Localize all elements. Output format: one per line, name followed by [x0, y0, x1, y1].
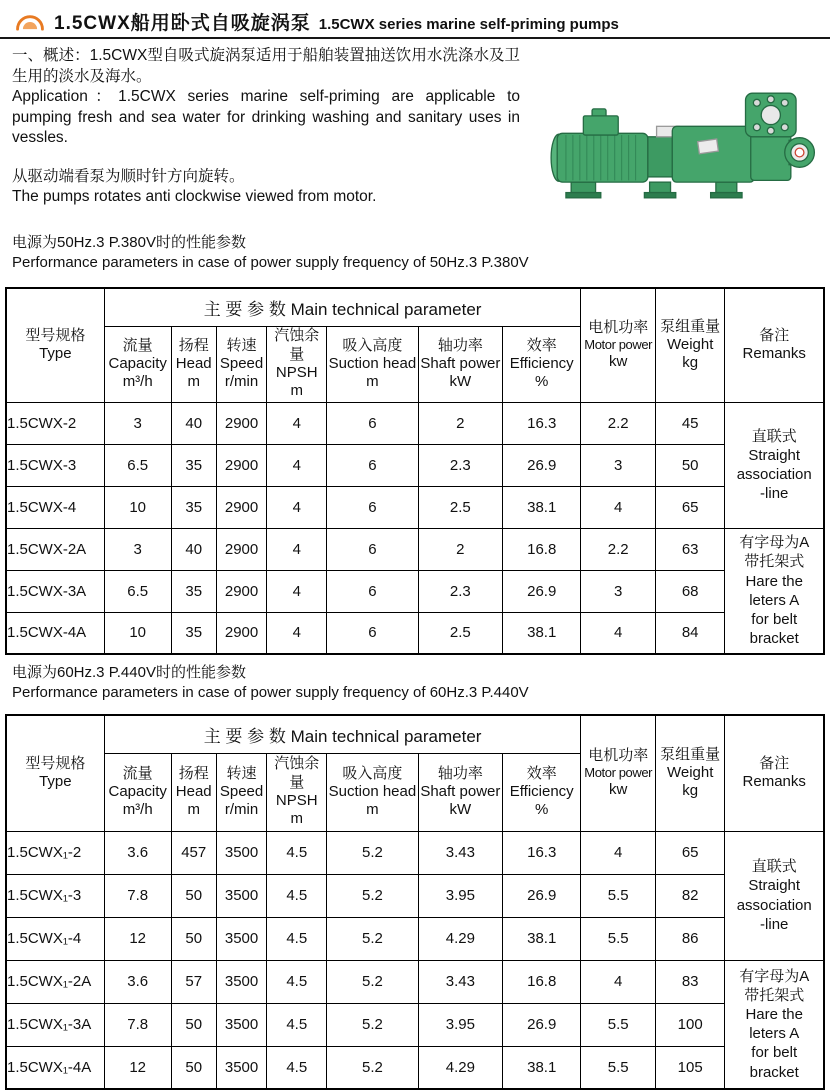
value-cell: 4.29 [418, 1046, 502, 1089]
remarks-line: -line [760, 915, 789, 933]
page-title-en: 1.5CWX series marine self-priming pumps [318, 16, 619, 33]
value-cell: 5.5 [581, 1046, 655, 1089]
table-row [6, 917, 824, 960]
main-parameter-header: 主 要 参 数 Main technical parameter [104, 715, 581, 753]
value-cell: 4.29 [418, 917, 502, 960]
remarks-cell [725, 831, 824, 960]
table-row [6, 528, 824, 570]
value-cell: 2.5 [418, 612, 502, 654]
remarks-line: 有字母为A [739, 967, 810, 985]
col-header-efficiency: 效率 Efficiency % [502, 753, 581, 831]
value-cell: 3500 [216, 917, 267, 960]
value-cell: 2.3 [418, 444, 502, 486]
value-cell: 45 [655, 402, 725, 444]
motor-unit: kw [609, 353, 628, 371]
value-cell: 50 [171, 1003, 216, 1046]
rotation-en: The pumps rotates anti clockwise viewed from motor. [12, 188, 377, 206]
value-cell: 4.5 [267, 1003, 327, 1046]
col-header-npsh: 汽蚀余量 NPSH m [267, 753, 327, 831]
value-cell: 50 [171, 917, 216, 960]
value-cell: 3 [581, 570, 655, 612]
remarks-line: for belt [751, 610, 798, 628]
table-row [6, 612, 824, 654]
pump-type: 1.5CWX₁-3A [6, 1003, 104, 1046]
value-cell: 100 [655, 1003, 725, 1046]
motor-zh: 电机功率 [588, 319, 649, 337]
value-cell: 7.8 [104, 874, 171, 917]
value-cell: 40 [171, 402, 216, 444]
remarks-line: Straight [748, 877, 801, 895]
remarks-line: -line [760, 485, 789, 503]
value-cell: 4 [581, 486, 655, 528]
col-header-type-zh: 型号规格 [25, 326, 86, 344]
value-cell: 4 [581, 831, 655, 874]
value-cell: 5.5 [581, 874, 655, 917]
remarks-cell [725, 528, 824, 654]
section-60hz-label [12, 663, 529, 704]
value-cell: 5.2 [327, 960, 419, 1003]
section-50hz-zh: 电源为50Hz.3 P.380V时的性能参数 [12, 234, 246, 251]
value-cell: 6 [327, 444, 419, 486]
value-cell: 6 [327, 570, 419, 612]
table-row [6, 874, 824, 917]
value-cell: 10 [104, 612, 171, 654]
performance-table-50hz [5, 287, 825, 655]
value-cell: 3500 [216, 1003, 267, 1046]
value-cell: 5.5 [581, 917, 655, 960]
col-header-suction-head: 吸入高度 Suction head m [327, 326, 419, 402]
remarks-line: leters A [749, 591, 800, 609]
value-cell: 4 [581, 960, 655, 1003]
pump-type: 1.5CWX₁-4A [6, 1046, 104, 1089]
col-header-efficiency: 效率 Efficiency % [502, 326, 581, 402]
value-cell: 3.43 [418, 831, 502, 874]
value-cell: 7.8 [104, 1003, 171, 1046]
col-header-weight [655, 288, 725, 402]
value-cell: 38.1 [502, 917, 581, 960]
remarks-line: leters A [749, 1025, 800, 1043]
value-cell: 4 [581, 612, 655, 654]
col-header-npsh: 汽蚀余量 NPSH m [267, 326, 327, 402]
rotation-zh: 从驱动端看泵为顺时针方向旋转。 [12, 168, 245, 185]
col-header-speed: 转速 Speed r/min [216, 326, 267, 402]
value-cell: 4 [267, 444, 327, 486]
value-cell: 35 [171, 486, 216, 528]
value-cell: 5.2 [327, 1046, 419, 1089]
col-header-type: 型号规格 Type [6, 715, 104, 831]
value-cell: 4 [267, 402, 327, 444]
value-cell: 12 [104, 1046, 171, 1089]
value-cell: 83 [655, 960, 725, 1003]
value-cell: 6.5 [104, 570, 171, 612]
table-row [6, 570, 824, 612]
remarks-zh: 备注 [759, 326, 790, 344]
value-cell: 2.3 [418, 570, 502, 612]
remarks-line: 带托架式 [744, 986, 805, 1004]
value-cell: 2900 [216, 402, 267, 444]
value-cell: 2900 [216, 570, 267, 612]
remarks-line: 直联式 [751, 427, 797, 445]
header-divider [0, 37, 830, 39]
value-cell: 4.5 [267, 831, 327, 874]
table-row [6, 1046, 824, 1089]
value-cell: 5.2 [327, 831, 419, 874]
section-50hz-en: Performance parameters in case of power supply frequency of 50Hz.3 P.380V [12, 254, 529, 272]
value-cell: 65 [655, 486, 725, 528]
overview-en: Application：1.5CWX series marine self-priming are applicable to pumping fresh and sea water for drinking washing and sanitary uses in vessles. [12, 88, 520, 147]
col-header-capacity: 流量 Capacity m³/h [104, 753, 171, 831]
value-cell: 105 [655, 1046, 725, 1089]
table-body-60hz [6, 831, 824, 1089]
value-cell: 6 [327, 528, 419, 570]
value-cell: 12 [104, 917, 171, 960]
value-cell: 4 [267, 528, 327, 570]
value-cell: 6 [327, 486, 419, 528]
value-cell: 3.6 [104, 831, 171, 874]
weight-zh: 泵组重量 [660, 317, 721, 335]
col-header-head: 扬程 Head m [171, 326, 216, 402]
value-cell: 4 [267, 570, 327, 612]
col-header-speed: 转速 Speed r/min [216, 753, 267, 831]
page-header [14, 8, 619, 35]
table-row [6, 831, 824, 874]
value-cell: 4.5 [267, 917, 327, 960]
overview-paragraph [12, 46, 520, 149]
value-cell: 6.5 [104, 444, 171, 486]
table-row [6, 444, 824, 486]
pump-type: 1.5CWX-4A [6, 612, 104, 654]
value-cell: 3.43 [418, 960, 502, 1003]
col-header-shaft-power: 轴功率 Shaft power kW [418, 753, 502, 831]
remarks-line: Straight [748, 446, 801, 464]
motor-en: Motor power [584, 337, 653, 353]
value-cell: 5.2 [327, 1003, 419, 1046]
remarks-line: association [736, 896, 812, 914]
remarks-line: 带托架式 [744, 553, 805, 571]
remarks-line: Hare the [745, 1006, 803, 1024]
value-cell: 26.9 [502, 570, 581, 612]
value-cell: 50 [171, 874, 216, 917]
value-cell: 35 [171, 444, 216, 486]
remarks-line: 直联式 [751, 858, 797, 876]
value-cell: 3.95 [418, 874, 502, 917]
weight-unit: kg [682, 354, 699, 372]
value-cell: 3 [581, 444, 655, 486]
table-row [6, 1003, 824, 1046]
value-cell: 2900 [216, 528, 267, 570]
main-parameter-header: 主 要 参 数 Main technical parameter [104, 288, 581, 326]
value-cell: 4.5 [267, 1046, 327, 1089]
value-cell: 5.2 [327, 917, 419, 960]
value-cell: 6 [327, 612, 419, 654]
remarks-line: Hare the [745, 572, 803, 590]
col-header-capacity: 流量 Capacity m³/h [104, 326, 171, 402]
table-row [6, 960, 824, 1003]
value-cell: 4.5 [267, 874, 327, 917]
pump-type: 1.5CWX-2A [6, 528, 104, 570]
pump-type: 1.5CWX₁-2A [6, 960, 104, 1003]
table-row [6, 402, 824, 444]
value-cell: 5.5 [581, 1003, 655, 1046]
weight-en: Weight [666, 336, 714, 354]
value-cell: 86 [655, 917, 725, 960]
value-cell: 457 [171, 831, 216, 874]
pump-type: 1.5CWX-3 [6, 444, 104, 486]
value-cell: 38.1 [502, 1046, 581, 1089]
overview-zh: 一、概述：1.5CWX型自吸式旋涡泵适用于船舶装置抽送饮用水洗涤水及卫生用的淡水及海水。 [12, 47, 520, 85]
pump-photo [545, 74, 817, 224]
value-cell: 26.9 [502, 444, 581, 486]
remarks-line: bracket [749, 1063, 799, 1081]
value-cell: 3500 [216, 1046, 267, 1089]
value-cell: 3 [104, 528, 171, 570]
value-cell: 3 [104, 402, 171, 444]
value-cell: 4 [267, 612, 327, 654]
value-cell: 2.2 [581, 402, 655, 444]
pump-type: 1.5CWX-3A [6, 570, 104, 612]
pump-type: 1.5CWX₁-3 [6, 874, 104, 917]
remarks-line: bracket [749, 630, 799, 648]
value-cell: 4.5 [267, 960, 327, 1003]
value-cell: 10 [104, 486, 171, 528]
col-header-weight: 泵组重量 Weight kg [655, 715, 725, 831]
value-cell: 38.1 [502, 612, 581, 654]
value-cell: 82 [655, 874, 725, 917]
value-cell: 2900 [216, 444, 267, 486]
value-cell: 57 [171, 960, 216, 1003]
pump-type: 1.5CWX₁-2 [6, 831, 104, 874]
value-cell: 26.9 [502, 1003, 581, 1046]
col-header-shaft-power: 轴功率 Shaft power kW [418, 326, 502, 402]
value-cell: 3500 [216, 874, 267, 917]
value-cell: 63 [655, 528, 725, 570]
value-cell: 84 [655, 612, 725, 654]
value-cell: 35 [171, 612, 216, 654]
col-header-type [6, 288, 104, 402]
rotation-note [12, 167, 532, 207]
value-cell: 5.2 [327, 874, 419, 917]
pump-type: 1.5CWX-2 [6, 402, 104, 444]
remarks-line: association [736, 466, 812, 483]
section-60hz-zh: 电源为60Hz.3 P.440V时的性能参数 [12, 664, 246, 681]
value-cell: 16.8 [502, 960, 581, 1003]
value-cell: 3500 [216, 831, 267, 874]
value-cell: 4 [267, 486, 327, 528]
col-header-remarks [725, 288, 824, 402]
remarks-line: for belt [751, 1044, 798, 1062]
col-header-suction-head: 吸入高度 Suction head m [327, 753, 419, 831]
value-cell: 35 [171, 570, 216, 612]
table-body-50hz [6, 402, 824, 654]
remarks-line: 有字母为A [739, 534, 810, 552]
remarks-en: Remanks [742, 345, 806, 363]
value-cell: 16.3 [502, 831, 581, 874]
value-cell: 38.1 [502, 486, 581, 528]
pump-photo-illustration [545, 74, 817, 224]
col-header-head: 扬程 Head m [171, 753, 216, 831]
value-cell: 2.5 [418, 486, 502, 528]
value-cell: 6 [327, 402, 419, 444]
brand-arc-icon [14, 13, 46, 31]
section-50hz-label [12, 233, 529, 274]
value-cell: 2.2 [581, 528, 655, 570]
value-cell: 26.9 [502, 874, 581, 917]
value-cell: 65 [655, 831, 725, 874]
col-header-type-en: Type [39, 345, 72, 363]
value-cell: 2 [418, 402, 502, 444]
pump-type: 1.5CWX₁-4 [6, 917, 104, 960]
section-60hz-en: Performance parameters in case of power supply frequency of 60Hz.3 P.440V [12, 684, 529, 702]
col-header-motor-power [581, 288, 655, 402]
col-header-remarks: 备注 Remanks [725, 715, 824, 831]
remarks-cell [725, 960, 824, 1089]
value-cell: 16.8 [502, 528, 581, 570]
value-cell: 2 [418, 528, 502, 570]
page-title-zh: 1.5CWX船用卧式自吸旋涡泵 [54, 13, 311, 34]
value-cell: 16.3 [502, 402, 581, 444]
remarks-cell [725, 402, 824, 528]
value-cell: 50 [655, 444, 725, 486]
value-cell: 3.95 [418, 1003, 502, 1046]
pump-type: 1.5CWX-4 [6, 486, 104, 528]
table-row [6, 486, 824, 528]
value-cell: 2900 [216, 486, 267, 528]
value-cell: 3.6 [104, 960, 171, 1003]
performance-table-60hz [5, 714, 825, 1090]
value-cell: 3500 [216, 960, 267, 1003]
value-cell: 68 [655, 570, 725, 612]
value-cell: 40 [171, 528, 216, 570]
value-cell: 50 [171, 1046, 216, 1089]
col-header-motor-power: 电机功率 Motor power kw [581, 715, 655, 831]
value-cell: 2900 [216, 612, 267, 654]
